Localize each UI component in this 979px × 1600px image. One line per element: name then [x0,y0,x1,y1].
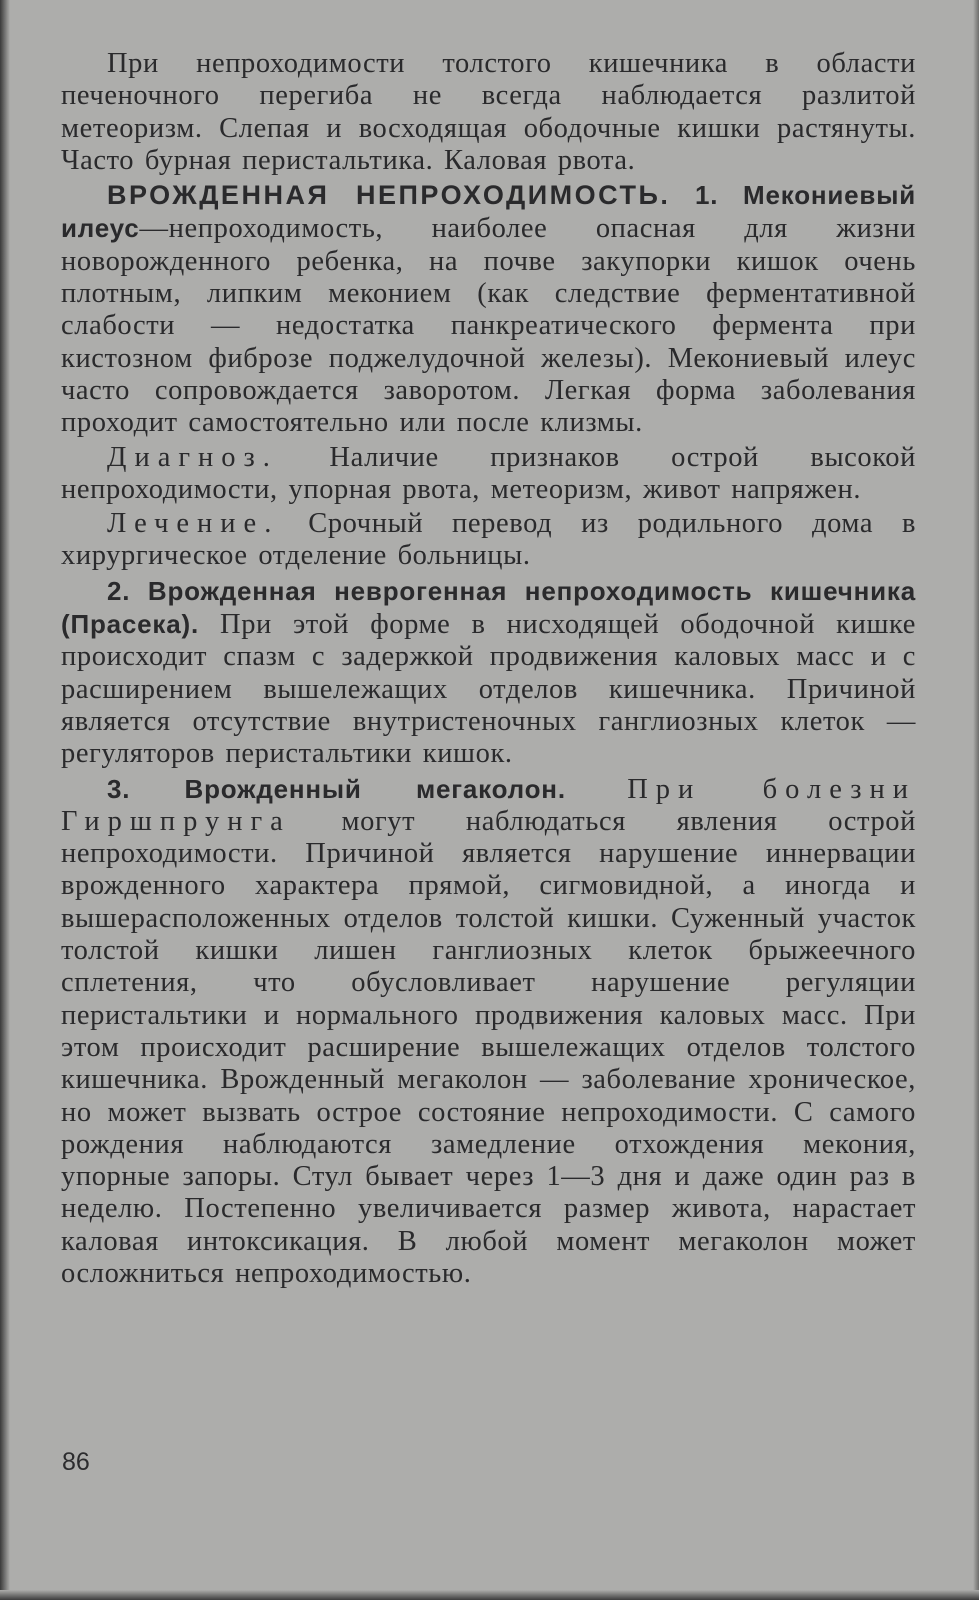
paragraph-text: Срочный перевод из родильного дома в хирургическое отделение больницы. [61,508,916,572]
paragraph-diagnosis [61,442,916,507]
subsection-heading: 2. Врожденная неврогенная непроходимость кишечника (Прасека). [61,575,916,640]
page-right-edge [973,0,979,1600]
diagnosis-label: Диагноз. [107,441,278,473]
paragraph-text: —непроходимость, наиболее опасная для жизни новорожденного ребенка, на почве закупорки кишок очень плотным, липким меконием (как следствие ферментативной слабости — недостатка панкреатического фермента при кистозном фиброзе поджелудочной железы). Мекониевый илеус часто сопровождается заворотом. Легкая форма заболевания проходит самостоятельно или после клизмы. [61,213,916,439]
paragraph-text: могут наблюдаться явления острой непроходимости. Причиной является нарушение иннервации врожденного характера прямой, сигмовидной, а иногда и вышерасположенных отделов толстой кишки. Суженный участок толстой кишки лишен ганглиозных клеток брыжеечного сплетения, что обусловливает нарушение регуляции перистальтики и нормального продвижения каловых масс. При этом происходит расширение вышележащих отделов толстого кишечника. Врожденный мегаколон — заболевание хроническое, но может вызвать острое состояние непроходимости. С самого рождения наблюдаются замедление отхождения мекония, упорные запоры. Стул бывает через 1—3 дня и даже один раз в неделю. Постепенно увеличивается размер живота, нарастает каловая интоксикация. В любой момент мегаколон может осложниться непроходимостью. [61,805,916,1289]
paragraph-text: При непроходимости толстого кишечника в области печеночного перегиба не всегда наблюдается разлитой метеоризм. Слепая и восходящая ободочные кишки растянуты. Часто бурная перистальтика. Каловая рвота. [61,48,916,176]
paragraph-text: Наличие признаков острой высокой непроходимости, упорная рвота, метеоризм, живот напряжен. [61,441,916,505]
paragraph-megacolon [61,773,916,1291]
subsection-heading: 3. Врожденный мегаколон. [107,773,566,804]
hirschsprung-emphasis: При болезни Гиршпрунга [61,773,916,837]
page-number: 86 [62,1448,90,1476]
paragraph-colon-obstruction [61,48,916,177]
section-heading: ВРОЖДЕННАЯ НЕПРОХОДИМОСТЬ. [107,180,671,211]
paragraph-treatment [61,508,916,573]
page-left-edge [0,0,10,1600]
subsection-heading: 1. Мекониевый илеус [61,180,916,244]
paragraph-text: При этой форме в нисходящей ободочной кишке происходит спазм с задержкой продвижения каловых масс и с расширением вышележащих отделов кишечника. Причиной является отсутствие внутристеночных ганглиозных клеток — регуляторов перистальтики кишок. [61,609,916,770]
paragraph-meconium-ileus [61,179,916,439]
page-body [61,48,916,1290]
paragraph-neurogenic-obstruction [61,575,916,771]
page-bottom-edge [0,1590,979,1600]
treatment-label: Лечение. [107,508,280,540]
